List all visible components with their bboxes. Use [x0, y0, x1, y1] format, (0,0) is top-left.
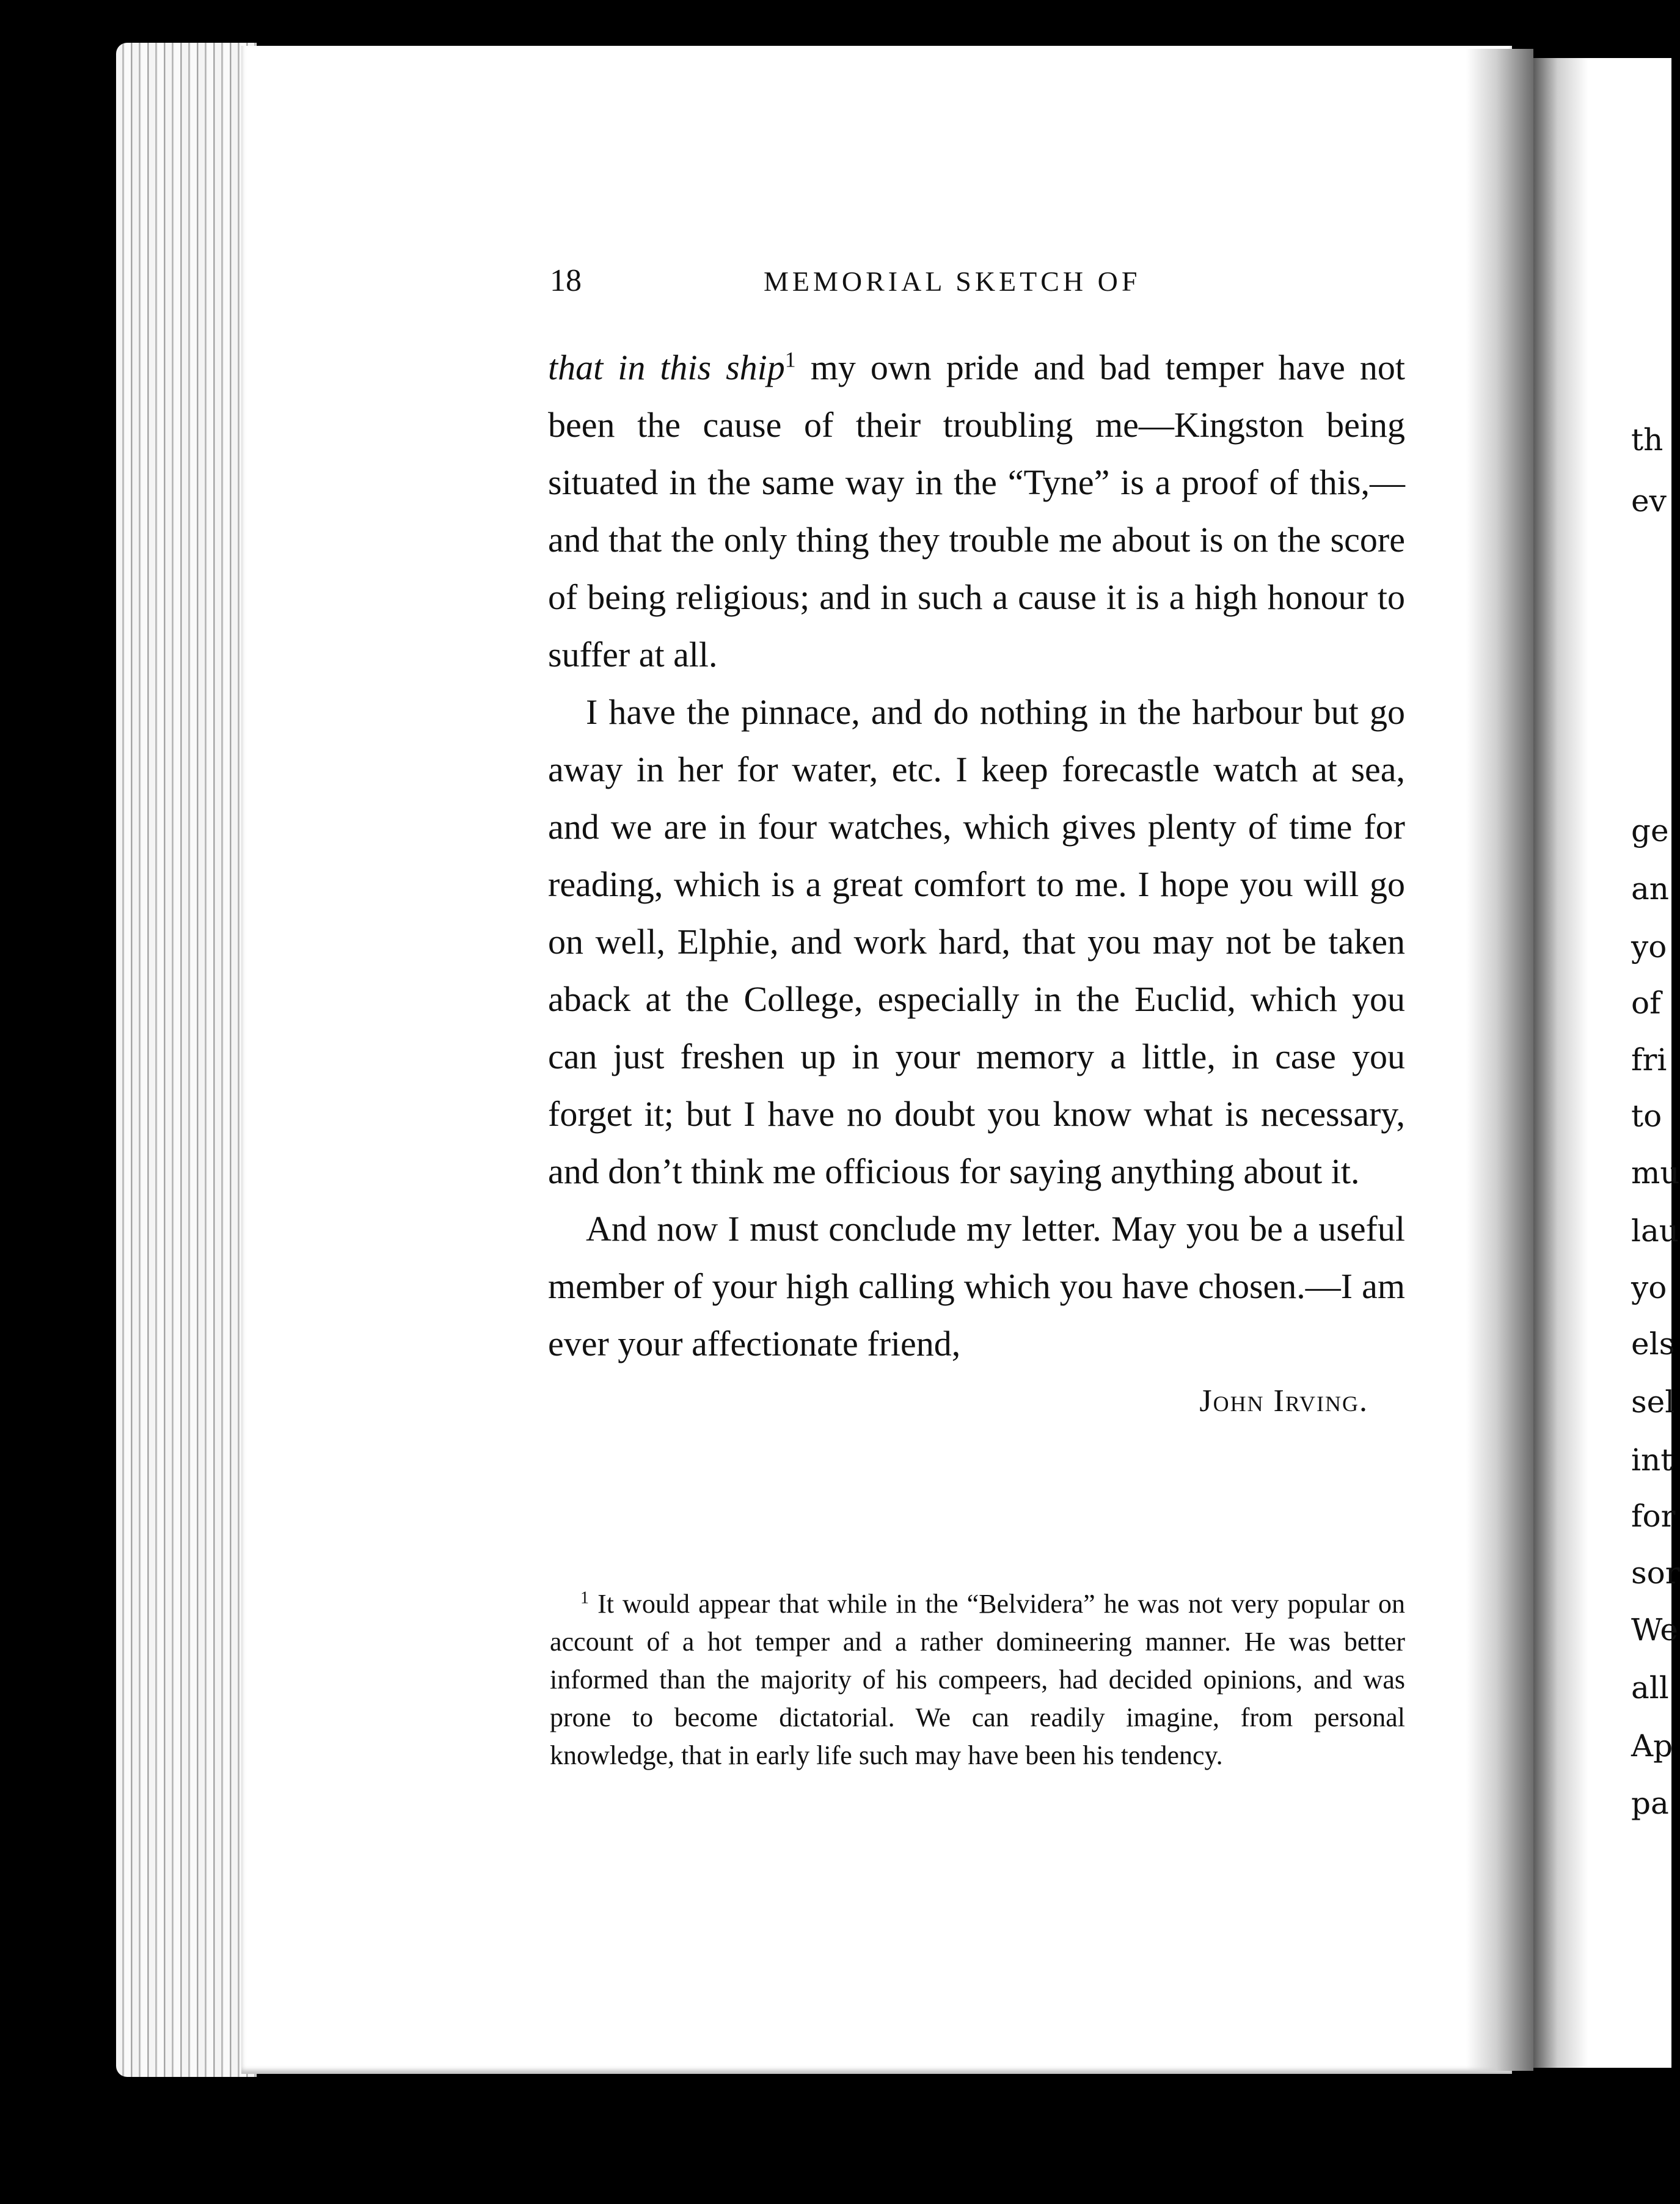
facing-page-fragment: pa [1631, 1786, 1669, 1821]
running-head: MEMORIAL SKETCH OF [764, 266, 1141, 297]
facing-page-fragment: ev [1631, 483, 1667, 519]
italic-phrase: that in this ship [548, 348, 785, 387]
facing-page-fragment: Ap [1631, 1728, 1673, 1764]
facing-page-fragment: yo [1631, 929, 1667, 965]
facing-page-fragment: all [1631, 1670, 1669, 1706]
facing-page-fragment: fri [1631, 1042, 1667, 1078]
facing-page-fragment: We [1631, 1612, 1678, 1648]
page-header [550, 263, 1405, 305]
paragraph-1 [548, 339, 1405, 684]
facing-page-fragment: lau [1631, 1213, 1679, 1249]
footnote-reference: 1 [784, 347, 796, 372]
footnote-text: It would appear that while in the “Belvidera” he was not very popular on account of a hot temper and a rather domineering manner. He was better informed than the majority of his compeers, had decided opinions, and was prone to become dictatorial. We can readily imagine, from personal knowledge, that in early life such may have been his tendency. [550, 1589, 1405, 1770]
facing-page-fragment: an [1631, 871, 1670, 907]
facing-page-fragment: mu [1631, 1155, 1680, 1191]
page-edge-stack [116, 43, 257, 2077]
footnote [550, 1585, 1405, 1775]
paragraph-3: And now I must conclude my letter. May you be a useful member of your high calling which you have chosen.—I am ever your affectionate friend, [548, 1209, 1405, 1363]
facing-page-fragment: th [1631, 422, 1664, 458]
paragraph-2: I have the pinnace, and do nothing in the harbour but go away in her for water, etc. I keep forecastle watch at sea, and we are in four watches, which gives plenty of time for reading, which is a great comfort to me. I hope you will go on well, Elphie, and work hard, that you may not be taken aback at the College, especially in the Euclid, which you can just freshen up in your memory a little, in case you forget it; but I have no doubt you know what is necessary, and don’t think me officious for saying anything about it. [548, 692, 1405, 1191]
facing-page-fragment: int [1631, 1442, 1673, 1478]
paragraph-text: my own pride and bad temper have not been the cause of their troubling me—Kingston being situated in the same way in the “Tyne” is a proof of this,—and that the only thing they trouble me about is on the score of being religious; and in such a cause it is a high honour to suffer at all. [548, 348, 1405, 674]
signature: John Irving. [1199, 1384, 1368, 1418]
facing-page-fragment: sor [1631, 1555, 1680, 1591]
facing-page-fragment: of [1631, 985, 1661, 1021]
facing-page-fragment: yo [1631, 1270, 1667, 1305]
facing-page-fragment: ge [1631, 813, 1669, 848]
facing-page-fragment: sel [1631, 1384, 1675, 1420]
page-number: 18 [550, 263, 582, 298]
body-text [548, 339, 1405, 1430]
footnote-marker: 1 [580, 1588, 589, 1608]
book-gutter-shadow [1466, 49, 1533, 2071]
facing-page-fragment: to [1631, 1098, 1662, 1134]
facing-page-fragment: els [1631, 1326, 1675, 1362]
facing-page-fragment: for [1631, 1498, 1676, 1534]
